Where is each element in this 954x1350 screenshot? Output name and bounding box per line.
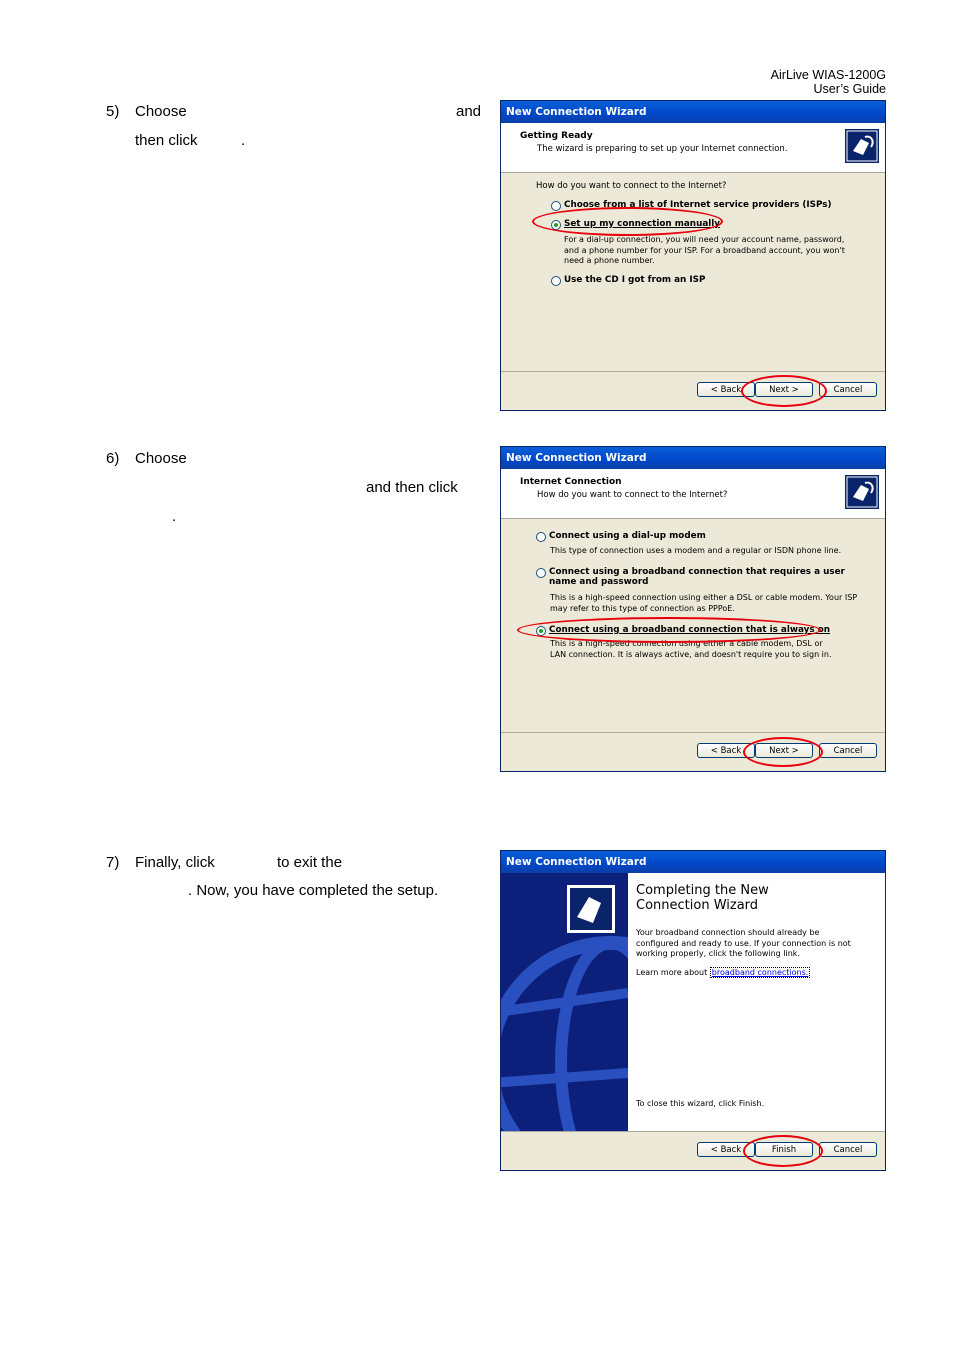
window-title: New Connection Wizard [501,447,885,469]
step-text: and [456,103,482,120]
radio-icon[interactable] [536,568,546,578]
back-button[interactable]: < Back [697,1142,755,1157]
doc-header-product: AirLive WIAS-1200G [770,68,886,82]
globe-icon [501,873,628,1131]
step-5 [106,97,486,157]
step-text: then click [135,132,198,149]
option-dialup[interactable] [536,531,706,542]
option-description: This is a high-speed connection using either a DSL or cable modem. Your ISP may refer to this type of connection as PPPoE. [550,593,858,613]
option-description: This is a high-speed connection using either a cable modem, DSL or LAN connection. It is always active, and doesn't require you to sign in. [550,639,832,659]
wizard-header [501,469,885,519]
globe-banner [501,873,628,1132]
step-text: Finally, click [135,854,215,871]
network-wizard-icon [845,475,879,509]
step-text: . [172,508,177,525]
radio-selected-icon[interactable] [536,626,546,636]
learn-more-row [636,968,810,979]
wizard-internet-connection [500,446,886,772]
radio-icon[interactable] [551,276,561,286]
option-label: Choose from a list of Internet service providers (ISPs) [564,200,832,210]
option-label: Connect using a broadband connection that is always on [549,625,830,635]
wizard-question: How do you want to connect to the Internet? [536,181,727,191]
option-label: Set up my connection manually [564,219,721,229]
completion-heading: Completing the New Connection Wizard [636,883,769,913]
back-button[interactable]: < Back [697,743,755,758]
next-button[interactable]: Next > [755,382,813,397]
step-7 [106,848,486,908]
window-title: New Connection Wizard [501,101,885,123]
next-button[interactable]: Next > [755,743,813,758]
cancel-button[interactable]: Cancel [819,382,877,397]
step-text: Choose [135,103,187,120]
step-6 [106,444,486,534]
radio-icon[interactable] [551,201,561,211]
cancel-button[interactable]: Cancel [819,743,877,758]
step-text: . Now, you have completed the setup. [188,882,439,899]
option-isp-cd[interactable] [551,275,705,286]
option-broadband-always-on[interactable] [536,625,830,636]
learn-more-prefix: Learn more about [636,968,708,977]
option-isp-list[interactable] [551,200,832,211]
step-text: to exit the [277,854,343,871]
cancel-button[interactable]: Cancel [819,1142,877,1157]
step-text: . [241,132,246,149]
window-title: New Connection Wizard [501,851,885,873]
step-number: 5) [106,103,120,120]
wizard-subheading: How do you want to connect to the Internet? [537,490,728,500]
wizard-subheading: The wizard is preparing to set up your Internet connection. [537,144,788,154]
finish-button[interactable]: Finish [755,1142,813,1157]
button-bar [501,732,885,771]
radio-icon[interactable] [536,532,546,542]
network-wizard-icon [845,129,879,163]
option-label: Use the CD I got from an ISP [564,275,706,285]
option-label: Connect using a broadband connection that requires a user name and password [549,567,845,587]
wizard-heading: Getting Ready [520,131,593,141]
wizard-heading: Internet Connection [520,477,622,487]
step-number: 7) [106,854,120,871]
radio-selected-icon[interactable] [551,220,561,230]
completion-content [628,873,885,1132]
close-instructions: To close this wizard, click Finish. [636,1099,765,1108]
option-description: This type of connection uses a modem and a regular or ISDN phone line. [550,546,842,555]
step-number: 6) [106,450,120,467]
wizard-header [501,123,885,173]
option-broadband-pppoe[interactable] [536,567,866,587]
button-bar [501,1131,885,1170]
broadband-connections-link[interactable]: broadband connections. [711,968,809,977]
wizard-getting-ready [500,100,886,411]
step-text: Choose [135,450,187,467]
doc-header-guide: User’s Guide [813,82,886,96]
doc-header [771,68,886,96]
back-button[interactable]: < Back [697,382,755,397]
button-bar [501,371,885,410]
option-label: Connect using a dial-up modem [549,531,706,541]
option-description: For a dial-up connection, you will need your account name, password, and a phone number for your ISP. For a broadband account, you won't need a phone number. [564,235,845,265]
completion-body: Your broadband connection should already be configured and ready to use. If your connection is not working properly, click the following link. [636,928,851,958]
step-text: and then click [366,479,458,496]
option-manual[interactable] [551,219,720,230]
wizard-completing [500,850,886,1171]
